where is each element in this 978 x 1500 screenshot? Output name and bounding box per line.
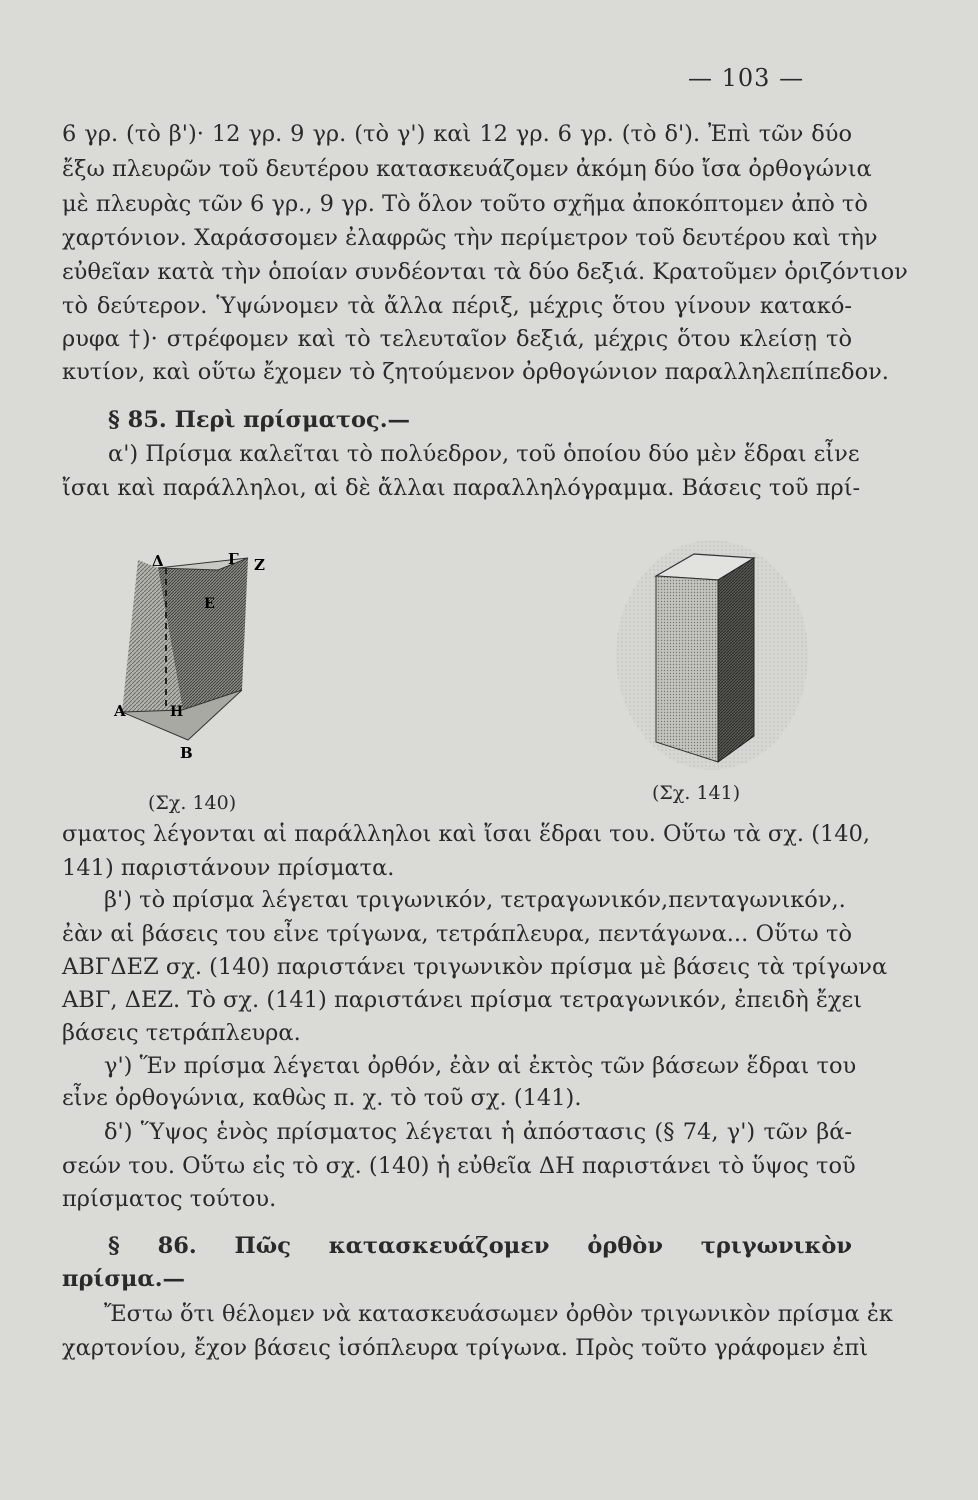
text-line: εὐθεῖαν κατὰ τὴν ὁποίαν συνδέονται τὰ δύο δεξιά. Κρατοῦμεν ὁριζόντιον	[62, 259, 908, 285]
text-line: χαρτόνιον. Χαράσσομεν ἐλαφρῶς τὴν περίμετρον τοῦ δευτέρου καὶ τὴν	[62, 225, 878, 251]
text-line: βάσεις τετράπλευρα.	[62, 1020, 301, 1046]
section-86-heading: § 86. Πῶς κατασκευάζομεν ὀρθὸν τριγωνικὸν	[108, 1233, 852, 1259]
figure-140-triangular-prism	[108, 540, 288, 780]
text-line: ἴσαι καὶ παράλληλοι, αἱ δὲ ἄλλαι παραλληλόγραμμα. Βάσεις τοῦ πρί-	[62, 475, 861, 501]
page-number: — 103 —	[688, 64, 805, 92]
section-86-heading-cont: πρίσμα.—	[62, 1266, 186, 1292]
text-line: ΑΒΓΔΕΖ σχ. (140) παριστάνει τριγωνικὸν πρίσμα μὲ βάσεις τὰ τρίγωνα	[62, 954, 888, 980]
text-line: 141) παριστάνουν πρίσματα.	[62, 855, 395, 881]
fig140-label: Δ	[152, 552, 164, 570]
section-85-heading: § 85. Περὶ πρίσματος.—	[108, 407, 411, 433]
text-line: πρίσματος τούτου.	[62, 1186, 277, 1212]
figure-140-caption: (Σχ. 140)	[148, 792, 237, 814]
text-line: ρυφα †)· στρέφομεν καὶ τὸ τελευταῖον δεξιά, μέχρις ὅτου κλείσῃ τὸ	[62, 326, 852, 352]
text-line: εἶνε ὀρθογώνια, καθὼς π. χ. τὸ τοῦ σχ. (141).	[62, 1085, 582, 1111]
fig140-label: Ζ	[254, 556, 265, 574]
text-line: τὸ δεύτερον. Ὑψώνομεν τὰ ἄλλα πέριξ, μέχρις ὅτου γίνουν κατακό-	[62, 293, 852, 319]
text-line: β') τὸ πρίσμα λέγεται τριγωνικόν, τετραγωνικόν,πενταγωνικόν,.	[104, 887, 846, 913]
text-line: α') Πρίσμα καλεῖται τὸ πολύεδρον, τοῦ ὁποίου δύο μὲν ἕδραι εἶνε	[108, 441, 860, 467]
text-line: Ἔστω ὅτι θέλομεν νὰ κατασκευάσωμεν ὀρθὸν τριγωνικὸν πρίσμα ἐκ	[104, 1301, 893, 1327]
figure-141-rectangular-prism	[612, 540, 812, 780]
text-line: ἔξω πλευρῶν τοῦ δευτέρου κατασκευάζομεν ἀκόμη δύο ἴσα ὀρθογώνια	[62, 156, 872, 182]
text-line: γ') Ἕν πρίσμα λέγεται ὀρθόν, ἐὰν αἱ ἐκτὸς τῶν βάσεων ἕδραι του	[104, 1053, 857, 1079]
text-line: σματος λέγονται αἱ παράλληλοι καὶ ἴσαι ἕδραι του. Οὕτω τὰ σχ. (140,	[62, 821, 871, 847]
fig140-label: Α	[114, 702, 126, 720]
figure-141-caption: (Σχ. 141)	[652, 782, 741, 804]
text-line: ΑΒΓ, ΔΕΖ. Τὸ σχ. (141) παριστάνει πρίσμα τετραγωνικόν, ἐπειδὴ ἔχει	[62, 987, 863, 1013]
text-line: κυτίον, καὶ οὕτω ἔχομεν τὸ ζητούμενον ὀρθογώνιον παραλληλεπίπεδον.	[62, 359, 889, 385]
fig140-label: Β	[180, 744, 193, 762]
fig140-label: Γ	[228, 550, 239, 568]
text-line: ἐὰν αἱ βάσεις του εἶνε τρίγωνα, τετράπλευρα, πεντάγωνα... Οὕτω τὸ	[62, 921, 852, 947]
text-line: 6 γρ. (τὸ β')· 12 γρ. 9 γρ. (τὸ γ') καὶ 12 γρ. 6 γρ. (τὸ δ'). Ἐπὶ τῶν δύο	[62, 121, 852, 147]
fig140-label: Ε	[204, 596, 215, 612]
text-line: σεών του. Οὕτω εἰς τὸ σχ. (140) ἡ εὐθεῖα ΔΗ παριστάνει τὸ ὕψος τοῦ	[62, 1153, 856, 1179]
text-line: χαρτονίου, ἔχον βάσεις ἰσόπλευρα τρίγωνα. Πρὸς τοῦτο γράφομεν ἐπὶ	[62, 1335, 869, 1361]
text-line: δ') Ὕψος ἑνὸς πρίσματος λέγεται ἡ ἀπόστασις (§ 74, γ') τῶν βά-	[104, 1119, 852, 1145]
fig140-label: Η	[170, 704, 184, 720]
text-line: μὲ πλευρὰς τῶν 6 γρ., 9 γρ. Τὸ ὅλον τοῦτο σχῆμα ἀποκόπτομεν ἀπὸ τὸ	[62, 191, 868, 217]
